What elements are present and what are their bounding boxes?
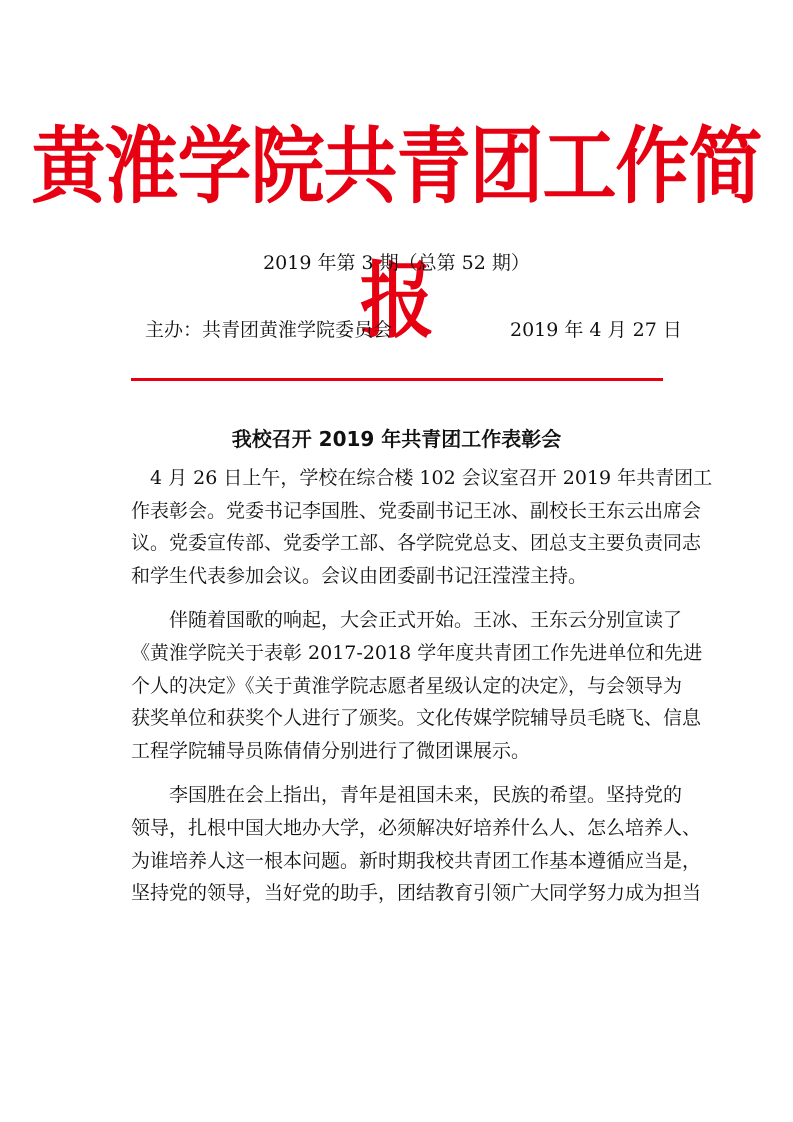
- body-line: 个人的决定》《关于黄淮学院志愿者星级认定的决定》，与会领导为: [131, 674, 683, 697]
- article-body: [131, 462, 713, 910]
- body-line: 李国胜在会上指出，青年是祖国未来，民族的希望。坚持党的: [131, 784, 683, 807]
- body-line: 为谁培养人这一根本问题。新时期我校共青团工作基本遵循应当是，: [131, 849, 702, 872]
- article-headline: 我校召开 2019 年共青团工作表彰会: [231, 427, 562, 451]
- body-line: 议。党委宣传部、党委学工部、各学院党总支、团总支主要负责同志: [131, 532, 702, 555]
- body-line: 伴随着国歌的响起，大会正式开始。王冰、王东云分别宣读了: [131, 609, 683, 632]
- red-divider: [131, 378, 663, 381]
- issue-number: 2019 年第 3 期（总第 52 期）: [263, 252, 530, 274]
- sponsor-line: 主办：共青团黄淮学院委员会: [145, 319, 393, 341]
- paragraph-2: [131, 604, 703, 767]
- body-line: 4 月 26 日上午，学校在综合楼 102 会议室召开 2019 年共青团工: [131, 467, 713, 489]
- paragraph-1: [131, 462, 713, 592]
- paragraph-3: [131, 779, 702, 909]
- body-line: 《黄淮学院关于表彰 2017-2018 学年度共青团工作先进单位和先进: [131, 641, 703, 664]
- body-line: 领导，扎根中国大地办大学，必须解决好培养什么人、怎么培养人、: [131, 816, 702, 839]
- masthead-title: 黄淮学院共青团工作简报: [31, 119, 762, 350]
- body-line: 坚持党的领导，当好党的助手，团结教育引领广大同学努力成为担当: [131, 882, 702, 905]
- body-line: 和学生代表参加会议。会议由团委副书记汪滢滢主持。: [131, 564, 588, 587]
- body-line: 作表彰会。党委书记李国胜、党委副书记王冰、副校长王东云出席会: [131, 499, 702, 522]
- body-line: 获奖单位和获奖个人进行了颁奖。文化传媒学院辅导员毛晓飞、信息: [131, 707, 702, 730]
- publish-date: 2019 年 4 月 27 日: [510, 319, 682, 341]
- body-line: 工程学院辅导员陈倩倩分别进行了微团课展示。: [131, 739, 531, 762]
